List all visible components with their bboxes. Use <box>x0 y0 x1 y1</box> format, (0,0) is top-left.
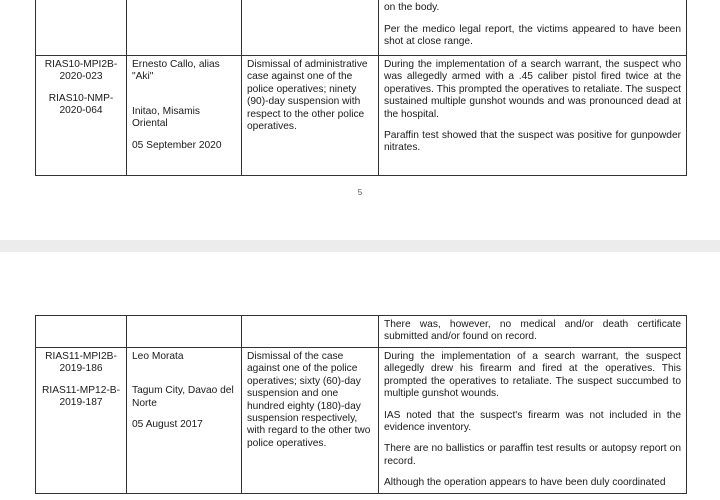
subject-name: Leo Morata <box>132 351 184 362</box>
findings-text: on the body. <box>384 2 440 14</box>
findings-cell <box>379 316 687 348</box>
findings-text: During the implementation of a search warrant, the suspect who was allegedly armed with a .45 caliber pistol fired twice at the operatives. This prompted the operatives to retaliate. The suspect sustained multiple gunshot wounds and was pronounced dead at the hospital. <box>384 59 681 120</box>
findings-text: Although the operation appears to have been duly coordinated <box>384 477 666 489</box>
table-row-continuation <box>36 0 687 56</box>
findings-text: There was, however, no medical and/or death certificate submitted and/or found on record. <box>384 319 681 343</box>
page-number: 5 <box>357 188 363 197</box>
subject-name: Ernesto Callo, alias "Aki" <box>132 59 220 83</box>
case-number: RIAS11-MPI2B-2019-186 <box>45 351 117 375</box>
case-number: RIAS11-MP12-B-2019-187 <box>42 384 120 409</box>
table-row <box>36 348 687 494</box>
table-cell <box>242 316 379 348</box>
page-separator <box>0 240 720 252</box>
document-page-top <box>0 0 720 240</box>
case-number: RIAS10-MPI2B-2020-023 <box>44 59 118 83</box>
table-row <box>36 56 687 176</box>
subject-cell <box>127 56 242 176</box>
incident-date: 05 September 2020 <box>132 139 222 151</box>
action-text: Dismissal of administrative case against one of the police operatives; ninety (90)-day suspension with respect to the other police operatives. <box>247 59 368 133</box>
document-page-bottom <box>0 252 720 500</box>
table-cell <box>36 316 127 348</box>
table-row-continuation <box>36 316 687 348</box>
records-table-top <box>35 0 687 176</box>
findings-cell <box>379 348 687 494</box>
action-cell <box>242 56 379 176</box>
action-text: Dismissal of the case against one of the police operatives; sixty (60)-day suspension and one hundred eighty (180)-day suspension respectively, with regard to the other two police operatives. <box>247 351 371 449</box>
findings-text: IAS noted that the suspect's firearm was not included in the evidence inventory. <box>384 409 681 434</box>
case-number: RIAS10-NMP-2020-064 <box>48 92 114 117</box>
table-cell <box>36 0 127 56</box>
findings-cell <box>379 0 687 56</box>
table-cell <box>242 0 379 56</box>
action-cell <box>242 348 379 494</box>
subject-place: Initao, Misamis Oriental <box>132 105 200 130</box>
findings-text: During the implementation of a search warrant, the suspect allegedly drew his firearm and fired at the operatives. This prompted the operatives to retaliate. The suspect succumbed to multiple gunshot wounds. <box>384 351 681 400</box>
findings-cell <box>379 56 687 176</box>
records-table-bottom <box>35 315 687 494</box>
findings-text: There are no ballistics or paraffin test results or autopsy report on record. <box>384 443 681 467</box>
table-cell <box>127 316 242 348</box>
subject-cell <box>127 348 242 494</box>
incident-date: 05 August 2017 <box>132 419 203 431</box>
table-cell <box>127 0 242 56</box>
subject-place: Tagum City, Davao del Norte <box>132 385 234 409</box>
case-number-cell <box>36 348 127 494</box>
case-number-cell <box>36 56 127 176</box>
findings-text: Per the medico legal report, the victims appeared to have been shot at close range. <box>384 23 681 48</box>
findings-text: Paraffin test showed that the suspect was positive for gunpowder nitrates. <box>384 130 681 154</box>
